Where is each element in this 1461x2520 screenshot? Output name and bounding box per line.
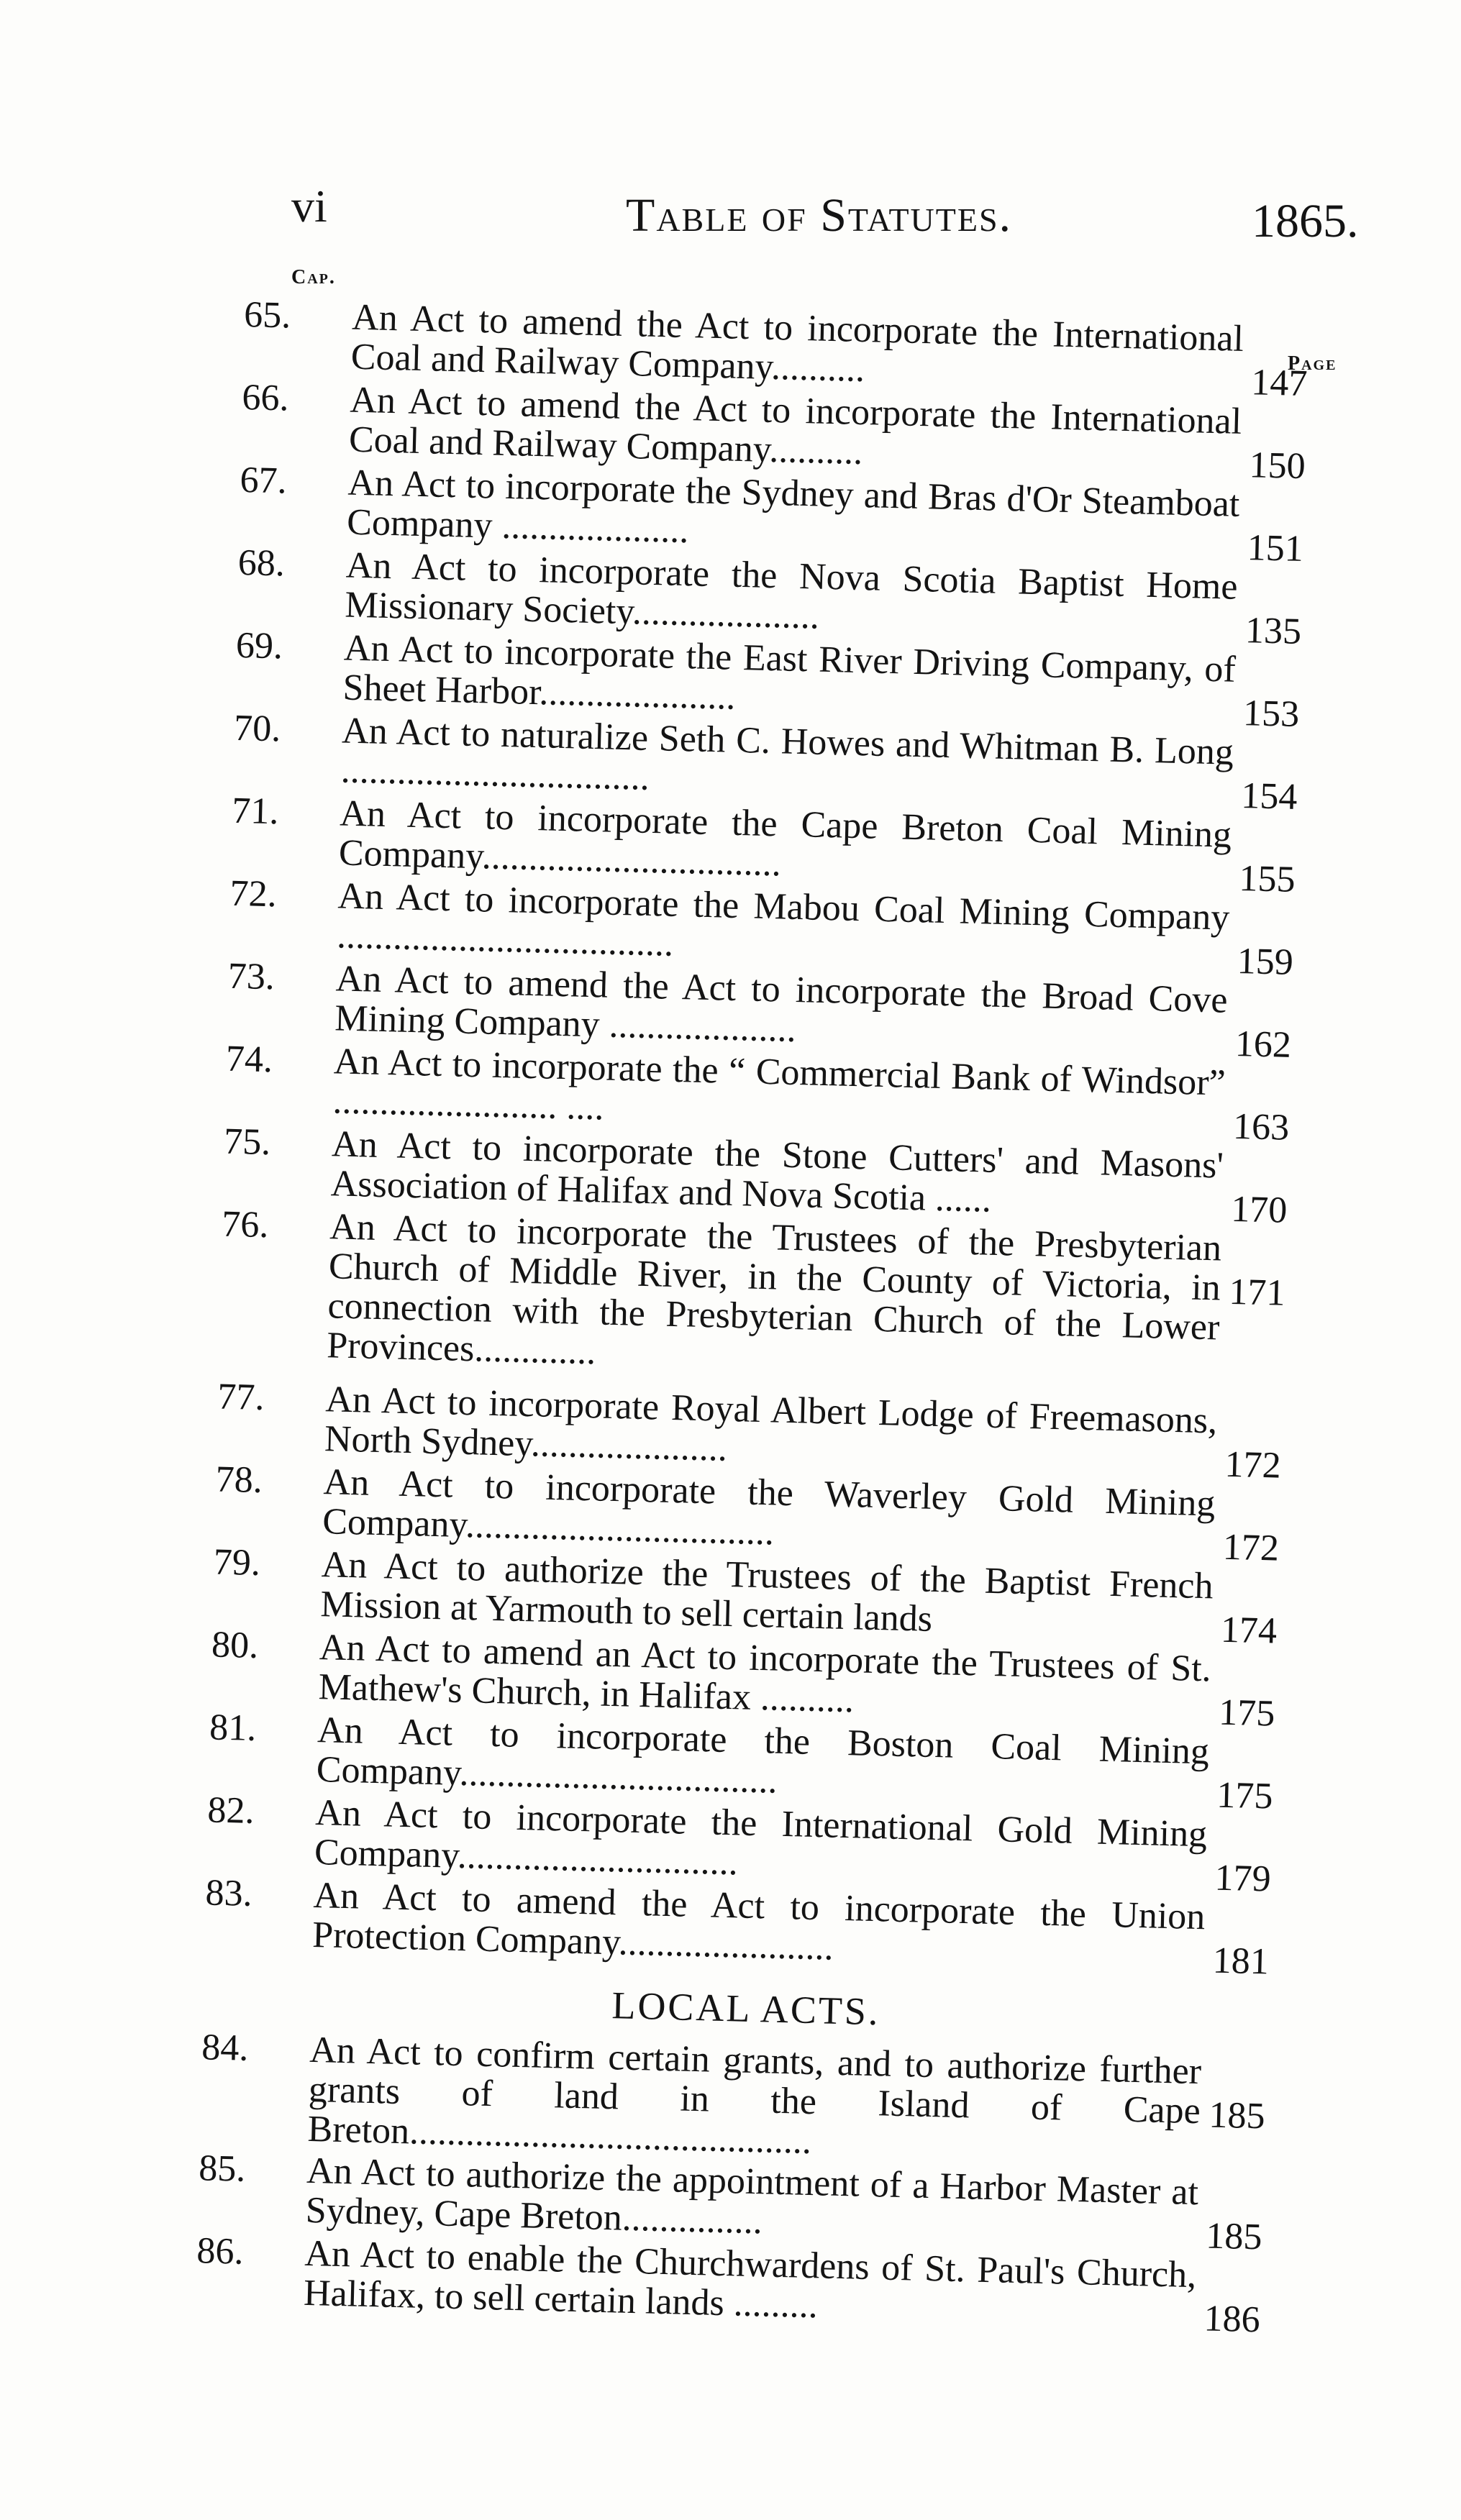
chapter-number: 70. xyxy=(233,707,281,750)
statute-title: An Act to incorporate the Nova Scotia Baptist Home Missionary Society.................... xyxy=(344,544,1239,637)
chapter-number: 75. xyxy=(223,1120,271,1164)
page-number: 172 xyxy=(1222,1526,1280,1569)
chapter-number: 65. xyxy=(243,294,292,337)
page-number: 162 xyxy=(1234,1023,1292,1066)
statute-title: An Act to incorporate the Boston Coal Mining Company.................................. xyxy=(316,1709,1210,1802)
statute-title: An Act to confirm certain grants, and to authorize further grants of land in the Island of Cape Breton........................................... xyxy=(307,2029,1202,2163)
page-number: 185 xyxy=(1208,2094,1266,2137)
page-number: 147 xyxy=(1250,362,1308,405)
page-number: 174 xyxy=(1220,1609,1278,1652)
chapter-number: 85. xyxy=(198,2147,247,2190)
statute-title: An Act to incorporate Royal Albert Lodge of Freemasons, North Sydney..................... xyxy=(324,1379,1218,1469)
page-number: 155 xyxy=(1238,858,1296,900)
year: 1865. xyxy=(1252,195,1359,247)
chapter-number: 72. xyxy=(229,872,278,916)
page-number: 153 xyxy=(1242,693,1300,735)
statute-title: An Act to amend the Act to incorporate the International Coal and Railway Company.......... xyxy=(348,379,1242,473)
cap-column-heading: Cap. xyxy=(291,266,336,288)
chapter-number: 84. xyxy=(201,2027,250,2069)
chapter-number: 79. xyxy=(213,1541,261,1584)
chapter-number: 66. xyxy=(241,376,290,419)
statute-title: An Act to amend the Act to incorporate the International Coal and Railway Company.......... xyxy=(350,296,1244,391)
chapter-number: 77. xyxy=(217,1376,265,1419)
chapter-number: 80. xyxy=(211,1624,259,1667)
page-number: 154 xyxy=(1240,775,1298,818)
chapter-number: 83. xyxy=(205,1872,253,1914)
statute-title: An Act to incorporate the Trustees of the Presbyterian Church of Middle River, in the County of Victoria, in connection with the Presbyterian Church of the Lower Provinces............. xyxy=(326,1206,1222,1373)
statute-title: An Act to naturalize Seth C. Howes and Whitman B. Long ................................. xyxy=(340,710,1234,798)
statute-title: An Act to incorporate the International Gold Mining Company.............................. xyxy=(314,1792,1208,1884)
statute-title: An Act to incorporate the Stone Cutters' and Masons' Association of Halifax and Nova Scotia ...... xyxy=(330,1123,1224,1220)
chapter-number: 82. xyxy=(206,1789,255,1832)
statute-title: An Act to enable the Churchwardens of St. Paul's Church, Halifax, to sell certain lands ......... xyxy=(303,2232,1197,2327)
page-number: 179 xyxy=(1214,1857,1272,1900)
page-column-heading: Page xyxy=(1288,352,1337,375)
page-number: 170 xyxy=(1230,1188,1288,1231)
chapter-number: 81. xyxy=(209,1707,257,1749)
statute-title: An Act to incorporate the Sydney and Bras d'Or Steamboat Company .................... xyxy=(346,462,1240,552)
page-number-roman: vi xyxy=(291,181,327,232)
chapter-number: 86. xyxy=(196,2230,245,2273)
page-title: Table of Statutes. xyxy=(626,189,1013,242)
chapter-number: 74. xyxy=(225,1038,273,1081)
page-number: 151 xyxy=(1247,527,1304,570)
statute-title: An Act to authorize the Trustees of the Baptist French Mission at Yarmouth to sell certain lands xyxy=(319,1544,1214,1640)
chapter-number: 71. xyxy=(231,790,280,833)
page-number: 135 xyxy=(1244,610,1302,653)
page-number: 150 xyxy=(1248,444,1306,488)
chapter-number: 73. xyxy=(227,955,276,998)
local-acts-heading: LOCAL ACTS. xyxy=(611,1983,881,2034)
page-number: 171 xyxy=(1228,1271,1286,1314)
statute-title: An Act to authorize the appointment of a Harbor Master at Sydney, Cape Breton............... xyxy=(305,2150,1199,2242)
statute-list xyxy=(195,295,1330,2340)
page-number: 172 xyxy=(1224,1443,1282,1487)
chapter-number: 69. xyxy=(235,624,283,667)
statute-title: An Act to incorporate the Mabou Coal Mining Company .................................... xyxy=(336,875,1230,964)
statute-title: An Act to amend an Act to incorporate the Trustees of St. Mathew's Church, in Halifax .......... xyxy=(318,1627,1212,1721)
page-number: 175 xyxy=(1216,1774,1274,1817)
page-number: 185 xyxy=(1205,2215,1263,2258)
statute-entry xyxy=(218,1205,1308,1404)
page-number: 163 xyxy=(1232,1105,1290,1149)
running-header xyxy=(0,173,1461,252)
page-number: 159 xyxy=(1237,940,1294,983)
page-number: 181 xyxy=(1212,1940,1270,1983)
page-number: 175 xyxy=(1218,1692,1275,1735)
statute-title: An Act to incorporate the East River Driving Company, of Sheet Harbor..................... xyxy=(342,627,1237,718)
chapter-number: 68. xyxy=(237,542,286,585)
statute-title: An Act to incorporate the Cape Breton Coal Mining Company................................ xyxy=(338,793,1232,885)
chapter-number: 76. xyxy=(221,1203,270,1246)
statute-title: An Act to amend the Act to incorporate the Broad Cove Mining Company .................... xyxy=(334,958,1229,1051)
statute-title: An Act to incorporate the Waverley Gold Mining Company................................. xyxy=(322,1461,1216,1553)
chapter-number: 67. xyxy=(240,459,288,502)
statute-title: An Act to incorporate the “ Commercial Bank of Windsor” ........................ .... xyxy=(332,1041,1226,1128)
chapter-number: 78. xyxy=(215,1458,263,1502)
statute-title: An Act to amend the Act to incorporate the Union Protection Company....................... xyxy=(311,1875,1206,1968)
page-number: 186 xyxy=(1203,2298,1261,2341)
